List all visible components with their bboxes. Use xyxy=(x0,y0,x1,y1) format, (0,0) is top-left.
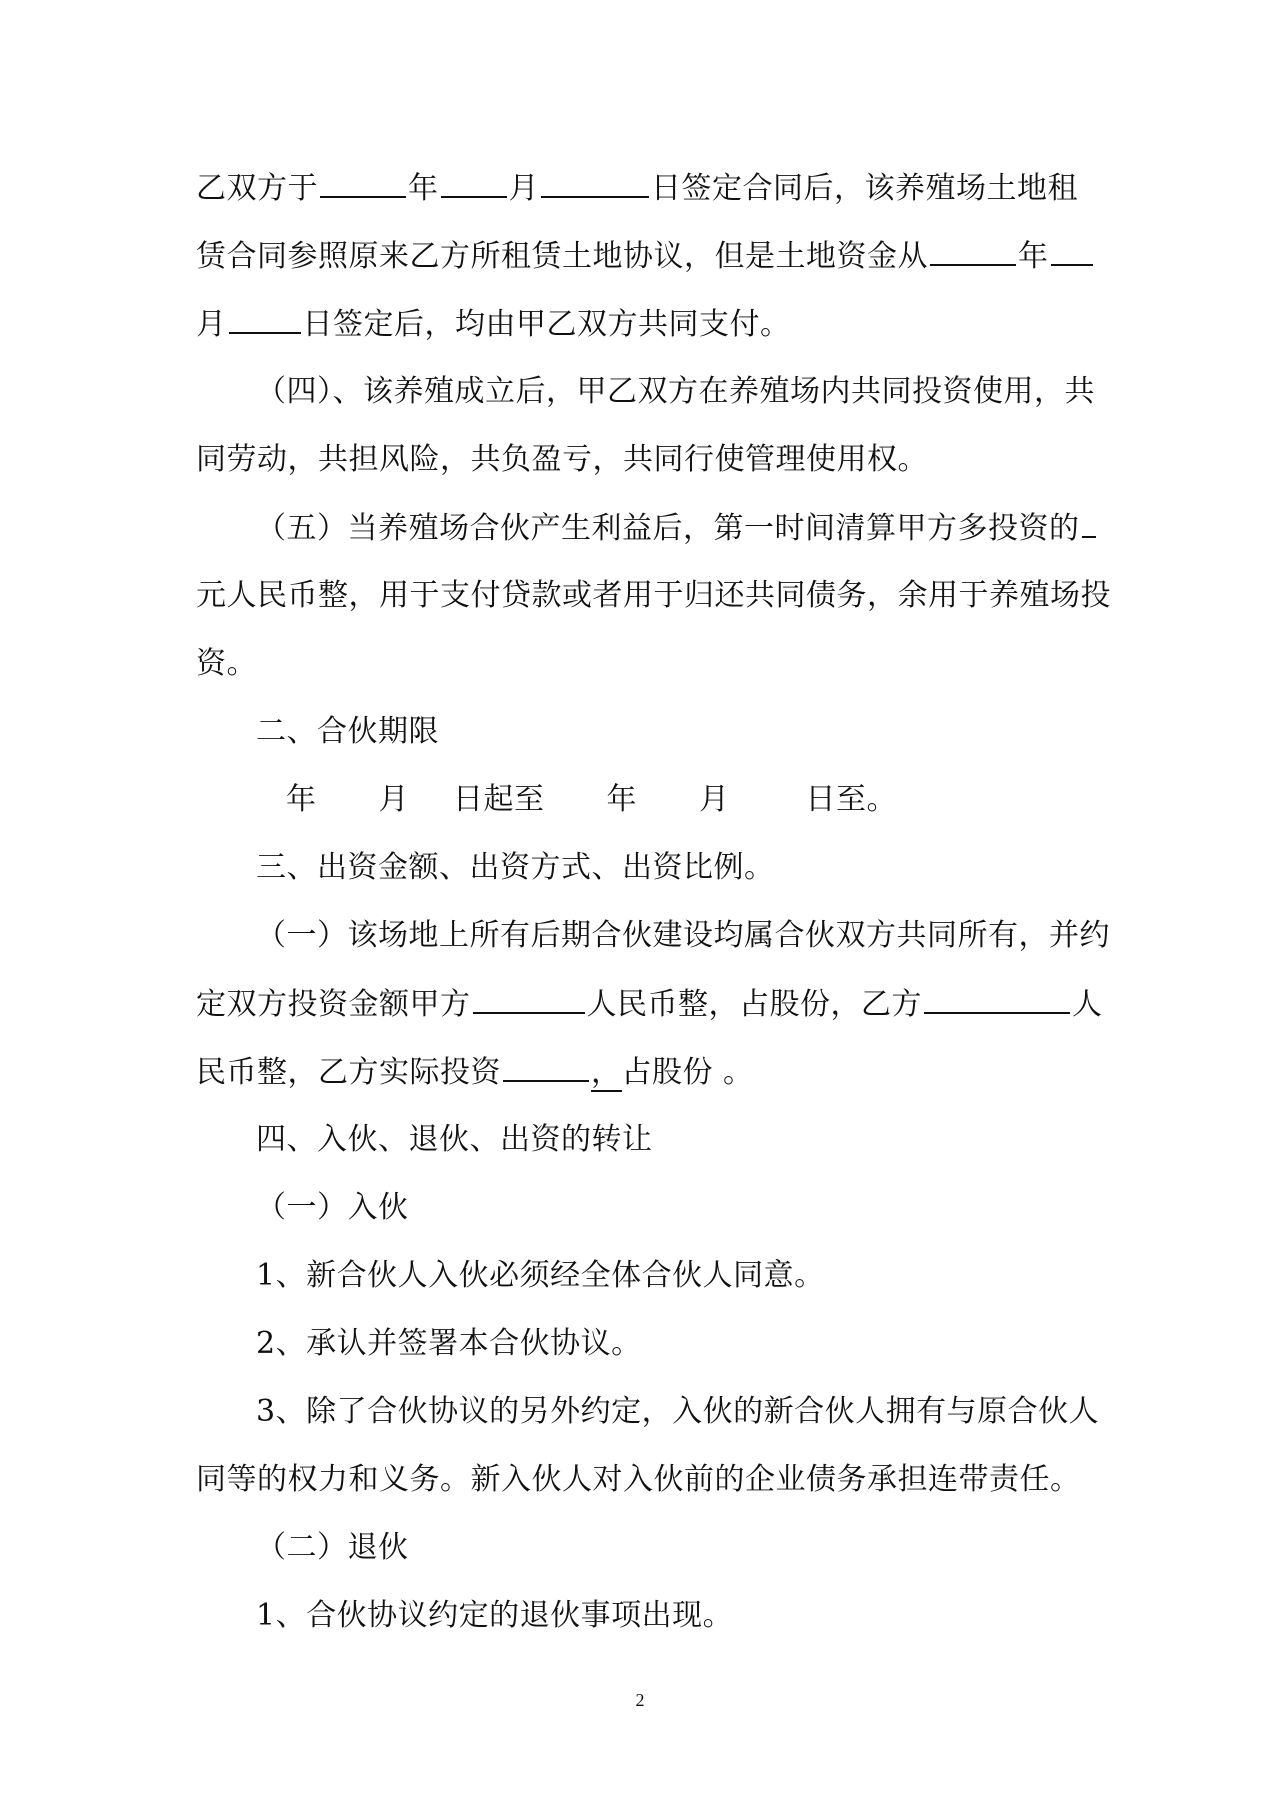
list-item: 1、合伙协议约定的退伙事项出现。 xyxy=(256,1598,734,1633)
paragraph-line: 月 日签定后，均由甲乙双方共同支付。 xyxy=(196,304,791,345)
page-number: 2 xyxy=(635,1690,645,1710)
paragraph-line: 同等的权力和义务。新入伙人对入伙前的企业债务承担连带责任。 xyxy=(196,1462,1081,1497)
paragraph-line: （一）该场地上所有后期合伙建设均属合伙双方共同所有，并约 xyxy=(256,918,1110,953)
list-item: 1、新合伙人入伙必须经全体合伙人同意。 xyxy=(256,1258,825,1293)
blank-field xyxy=(1082,508,1096,538)
blank-field xyxy=(320,168,406,198)
section-heading: 二、合伙期限 xyxy=(256,714,439,749)
blank-field xyxy=(503,1052,589,1082)
subsection-heading: （一）入伙 xyxy=(256,1190,409,1225)
paragraph-line: 年 月 日起至 年 月 日至。 xyxy=(286,782,897,817)
paragraph-line: 乙双方于 年 月 日签定合同后，该养殖场土地租 xyxy=(196,168,1078,209)
list-item: 2、承认并签署本合伙协议。 xyxy=(256,1326,642,1361)
paragraph-line: 资。 xyxy=(196,646,257,681)
blank-field xyxy=(229,304,301,334)
paragraph-line: （五）当养殖场合伙产生利益后，第一时间清算甲方多投资的 xyxy=(256,508,1098,549)
paragraph-line: 同劳动，共担风险，共负盈亏，共同行使管理使用权。 xyxy=(196,442,928,477)
paragraph-line: （四）、该养殖成立后，甲乙双方在养殖场内共同投资使用，共 xyxy=(256,374,1095,409)
section-heading: 三、出资金额、出资方式、出资比例。 xyxy=(256,850,775,885)
paragraph-line: 民币整，乙方实际投资 ，占股份 。 xyxy=(196,1052,754,1093)
paragraph-line: 元人民币整，用于支付贷款或者用于归还共同债务，余用于养殖场投 xyxy=(196,578,1111,613)
list-item: 3、除了合伙协议的另外约定，入伙的新合伙人拥有与原合伙人 xyxy=(256,1394,1100,1429)
blank-field xyxy=(1051,236,1093,266)
blank-field xyxy=(924,984,1070,1014)
blank-field xyxy=(930,236,1016,266)
section-heading: 四、入伙、退伙、出资的转让 xyxy=(256,1122,653,1157)
subsection-heading: （二）退伙 xyxy=(256,1530,409,1565)
blank-field xyxy=(541,168,649,198)
blank-field xyxy=(473,984,585,1014)
blank-field xyxy=(441,168,507,198)
paragraph-line: 定双方投资金额甲方 人民币整，占股份，乙方 人 xyxy=(196,984,1103,1025)
paragraph-line: 赁合同参照原来乙方所租赁土地协议，但是土地资金从 年 xyxy=(196,236,1095,277)
